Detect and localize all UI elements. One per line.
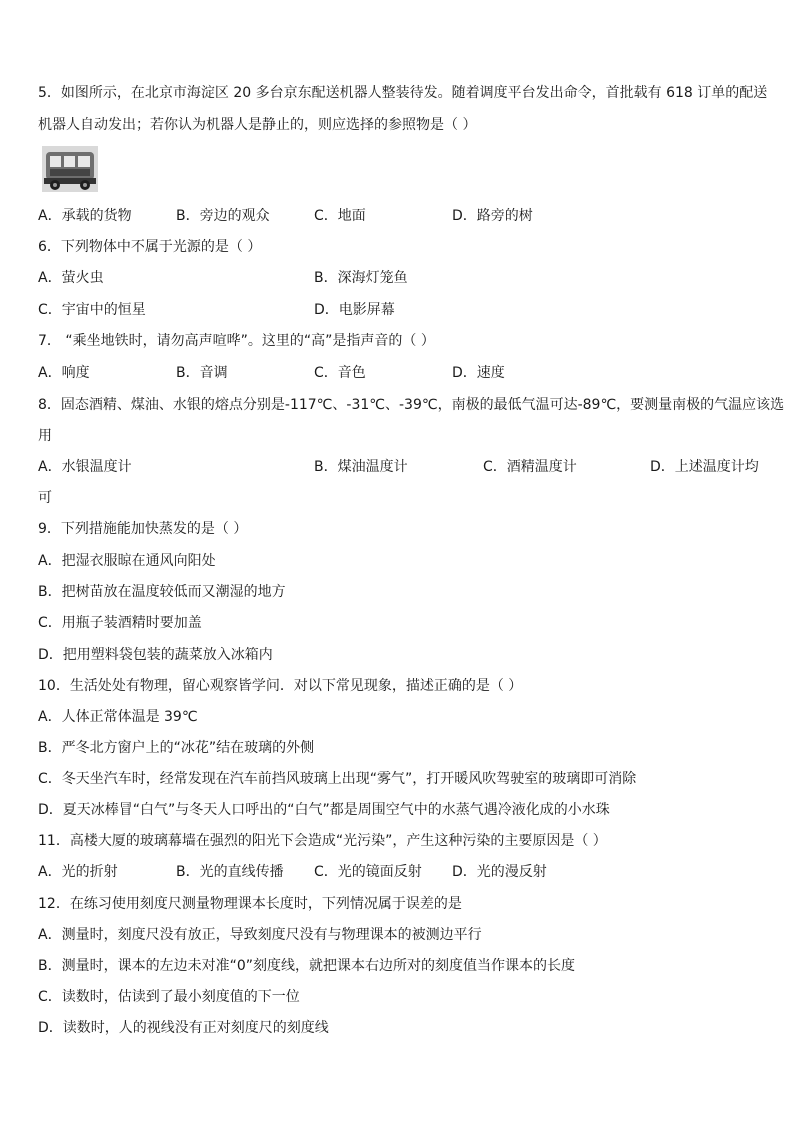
q12-option-a: A．测量时，刻度尺没有放正，导致刻度尺没有与物理课本的被测边平行 (38, 927, 482, 943)
q11-option-b: B．光的直线传播 (176, 864, 284, 880)
q9-option-d: D．把用塑料袋包装的蔬菜放入冰箱内 (38, 647, 273, 663)
q8-option-d: D．上述温度计均 (650, 459, 759, 475)
q5-option-b: B．旁边的观众 (176, 208, 270, 224)
q7-stem: 7． “乘坐地铁时，请勿高声喧哗”。这里的“高”是指声音的（ ） (38, 333, 435, 349)
q5-option-d: D．路旁的树 (452, 208, 533, 224)
q10-option-a: A．人体正常体温是 39℃ (38, 709, 198, 725)
q7-option-a: A．响度 (38, 365, 90, 381)
q8-stem-line2: 用 (38, 428, 52, 444)
delivery-robot-icon (42, 146, 98, 192)
q9-option-b: B．把树苗放在温度较低而又潮湿的地方 (38, 584, 286, 600)
q6-option-b: B．深海灯笼鱼 (314, 270, 408, 286)
q9-option-a: A．把湿衣服晾在通风向阳处 (38, 553, 216, 569)
q6-stem: 6．下列物体中不属于光源的是（ ） (38, 239, 262, 255)
q5-stem-line1: 5．如图所示，在北京市海淀区 20 多台京东配送机器人整装待发。随着调度平台发出命令，首批载有 618 订单的配送 (38, 85, 768, 101)
q9-option-c: C．用瓶子装酒精时要加盖 (38, 615, 202, 631)
q11-option-c: C．光的镜面反射 (314, 864, 422, 880)
q9-stem: 9．下列措施能加快蒸发的是（ ） (38, 521, 248, 537)
q10-option-d: D．夏天冰棒冒“白气”与冬天人口呼出的“白气”都是周围空气中的水蒸气遇冷液化成的小水珠 (38, 802, 610, 818)
q8-option-b: B．煤油温度计 (314, 459, 408, 475)
q5-option-c: C．地面 (314, 208, 366, 224)
q10-option-b: B．严冬北方窗户上的“冰花”结在玻璃的外侧 (38, 740, 315, 756)
q7-option-c: C．音色 (314, 365, 366, 381)
q11-option-d: D．光的漫反射 (452, 864, 547, 880)
q10-option-c: C．冬天坐汽车时，经常发现在汽车前挡风玻璃上出现“雾气”，打开暖风吹驾驶室的玻璃即可消除 (38, 771, 637, 787)
q5-option-a: A．承载的货物 (38, 208, 132, 224)
q11-option-a: A．光的折射 (38, 864, 118, 880)
q12-option-d: D．读数时，人的视线没有正对刻度尺的刻度线 (38, 1020, 329, 1036)
q8-option-c: C．酒精温度计 (483, 459, 577, 475)
q5-stem-line2: 机器人自动发出；若你认为机器人是静止的，则应选择的参照物是（ ） (38, 117, 477, 133)
q11-stem: 11．高楼大厦的玻璃幕墙在强烈的阳光下会造成“光污染”，产生这种污染的主要原因是（ ） (38, 833, 607, 849)
q7-option-b: B．音调 (176, 365, 228, 381)
q6-option-d: D．电影屏幕 (314, 302, 395, 318)
q6-option-c: C．宇宙中的恒星 (38, 302, 146, 318)
q8-stem-line1: 8．固态酒精、煤油、水银的熔点分别是-117℃、-31℃、-39℃，南极的最低气温可达-89℃，要测量南极的气温应该选 (38, 397, 785, 413)
q7-option-d: D．速度 (452, 365, 505, 381)
q10-stem: 10．生活处处有物理，留心观察皆学问．对以下常见现象，描述正确的是（ ） (38, 678, 523, 694)
q8-option-d-wrap: 可 (38, 490, 52, 506)
q12-stem: 12．在练习使用刻度尺测量物理课本长度时，下列情况属于误差的是 (38, 896, 462, 912)
q12-option-c: C．读数时，估读到了最小刻度值的下一位 (38, 989, 300, 1005)
q12-option-b: B．测量时，课本的左边未对准“0”刻度线，就把课本右边所对的刻度值当作课本的长度 (38, 958, 576, 974)
q8-option-a: A．水银温度计 (38, 459, 132, 475)
q6-option-a: A．萤火虫 (38, 270, 104, 286)
